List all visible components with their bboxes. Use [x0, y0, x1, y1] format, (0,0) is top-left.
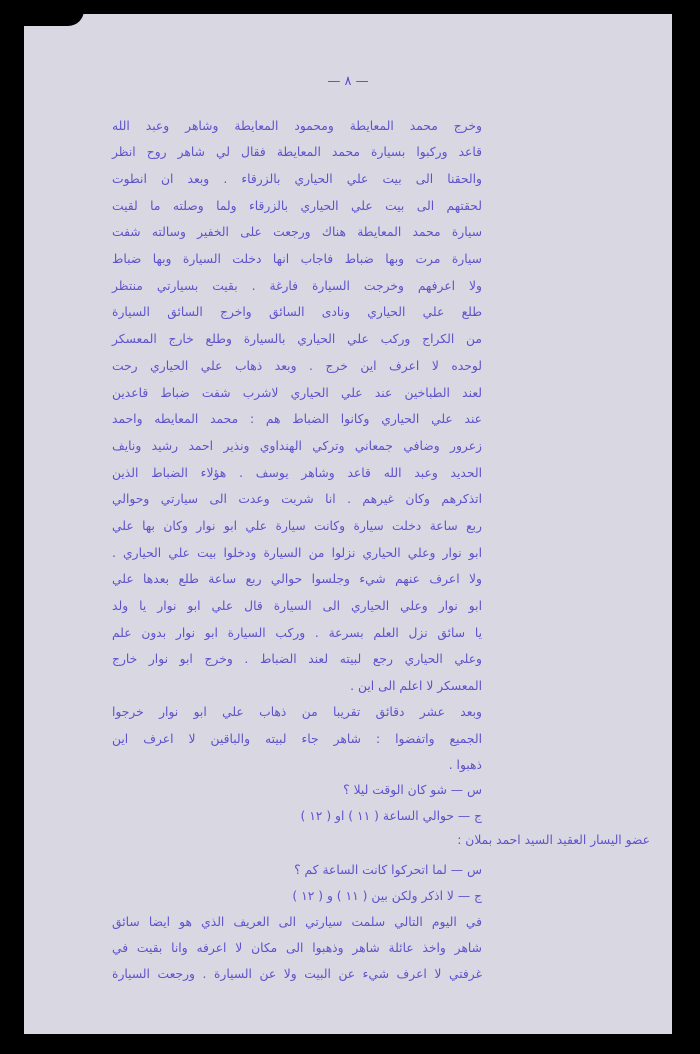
text-line: اتذكرهم وكان غيرهم . انا شربت وعدت الى سيارتي وحوالي	[112, 492, 482, 506]
text-line: الجميع واتفضوا : شاهر جاء لبيته والباقين لا اعرف اين	[112, 732, 482, 746]
text-line: والحقنا الى بيت علي الحياري بالزرقاء . وبعد ان انطوت	[112, 172, 482, 186]
text-line: ابو نوار وعلي الحياري نزلوا من السيارة ودخلوا بيت علي الحياري .	[112, 546, 482, 560]
text-line: غرفتي لا اعرف شيء عن البيت ولا عن السيارة . ورجعت السيارة	[112, 967, 482, 981]
text-line: وخرج محمد المعايطة ومحمود المعايطة وشاهر وعبد الله	[112, 119, 482, 133]
text-line: المعسكر لا اعلم الى اين .	[350, 679, 482, 693]
text-line: في اليوم التالي سلمت سيارتي الى العريف الذي هو ايضا سائق	[112, 915, 482, 929]
text-line: ربع ساعة دخلت سيارة وكانت سيارة علي ابو نوار وكان بها علي	[112, 519, 482, 533]
text-line: طلع علي الحياري ونادى السائق واخرج السائق السيارة	[112, 305, 482, 319]
text-line: ولا اعرفهم وخرجت السيارة فارغة . بقيت بسيارتي منتظر	[112, 279, 482, 293]
text-line: قاعد وركبوا بسيارة محمد المعايطة فقال لي شاهر روح انظر	[112, 145, 482, 159]
text-line: ذهبوا .	[448, 758, 482, 772]
text-line: وبعد عشر دقائق تقريبا من ذهاب علي ابو نوار خرجوا	[112, 705, 482, 719]
document-page	[24, 14, 672, 1034]
text-line: من الكراج وركب علي الحياري بالسيارة وطلع خارج المعسكر	[112, 332, 482, 346]
text-line: سيارة محمد المعايطة هناك ورجعت على الخفير وسالته شفت	[112, 225, 482, 239]
question-line: س — لما اتحركوا كانت الساعة كم ؟	[294, 863, 482, 877]
text-line: عند علي الحياري وكانوا الضباط هم : محمد المعايطه واحمد	[112, 412, 482, 426]
text-line: لحقتهم الى بيت علي الحياري بالزرقاء ولما وصلته ما لقيت	[112, 199, 482, 213]
member-heading: عضو اليسار العقيد السيد احمد بملان :	[457, 833, 650, 847]
text-line: الحديد وعبد الله قاعد وشاهر يوسف . هؤلاء الضباط الذين	[112, 466, 482, 480]
text-line: لعند الطباخين عند علي الحياري لاشرب شفت ضباط قاعدين	[112, 386, 482, 400]
answer-line: ج — لا اذكر ولكن بين ( ١١ ) و ( ١٢ )	[292, 889, 482, 903]
text-line: زعرور وضافي جمعاني وتركي الهنداوي ونذير احمد رشيد ونايف	[112, 439, 482, 453]
text-line: لوحده لا اعرف اين خرج . وبعد ذهاب علي الحياري رحت	[112, 359, 482, 373]
text-line: وعلي الحياري رجع لبيته لعند الضباط . وخرج ابو نوار خارج	[112, 652, 482, 666]
text-line: سيارة مرت وبها ضباط فاجاب انها دخلت السيارة وبها ضباط	[112, 252, 482, 266]
torn-corner	[24, 10, 84, 26]
text-line: ولا اعرف عنهم شيء وجلسوا حوالي ربع ساعة طلع بعدها علي	[112, 572, 482, 586]
question-line: س — شو كان الوقت ليلا ؟	[343, 783, 482, 797]
answer-line: ج — حوالي الساعة ( ١١ ) او ( ١٢ )	[300, 809, 482, 823]
text-line: شاهر واخذ عائلة شاهر وذهبوا الى مكان لا اعرفه وانا بقيت في	[112, 941, 482, 955]
text-line: ابو نوار وعلي الحياري الى السيارة قال علي ابو نوار يا ولد	[112, 599, 482, 613]
page-number: — ٨ —	[327, 74, 369, 89]
text-line: يا سائق نزل العلم بسرعة . وركب السيارة ابو نوار بدون علم	[112, 626, 482, 640]
